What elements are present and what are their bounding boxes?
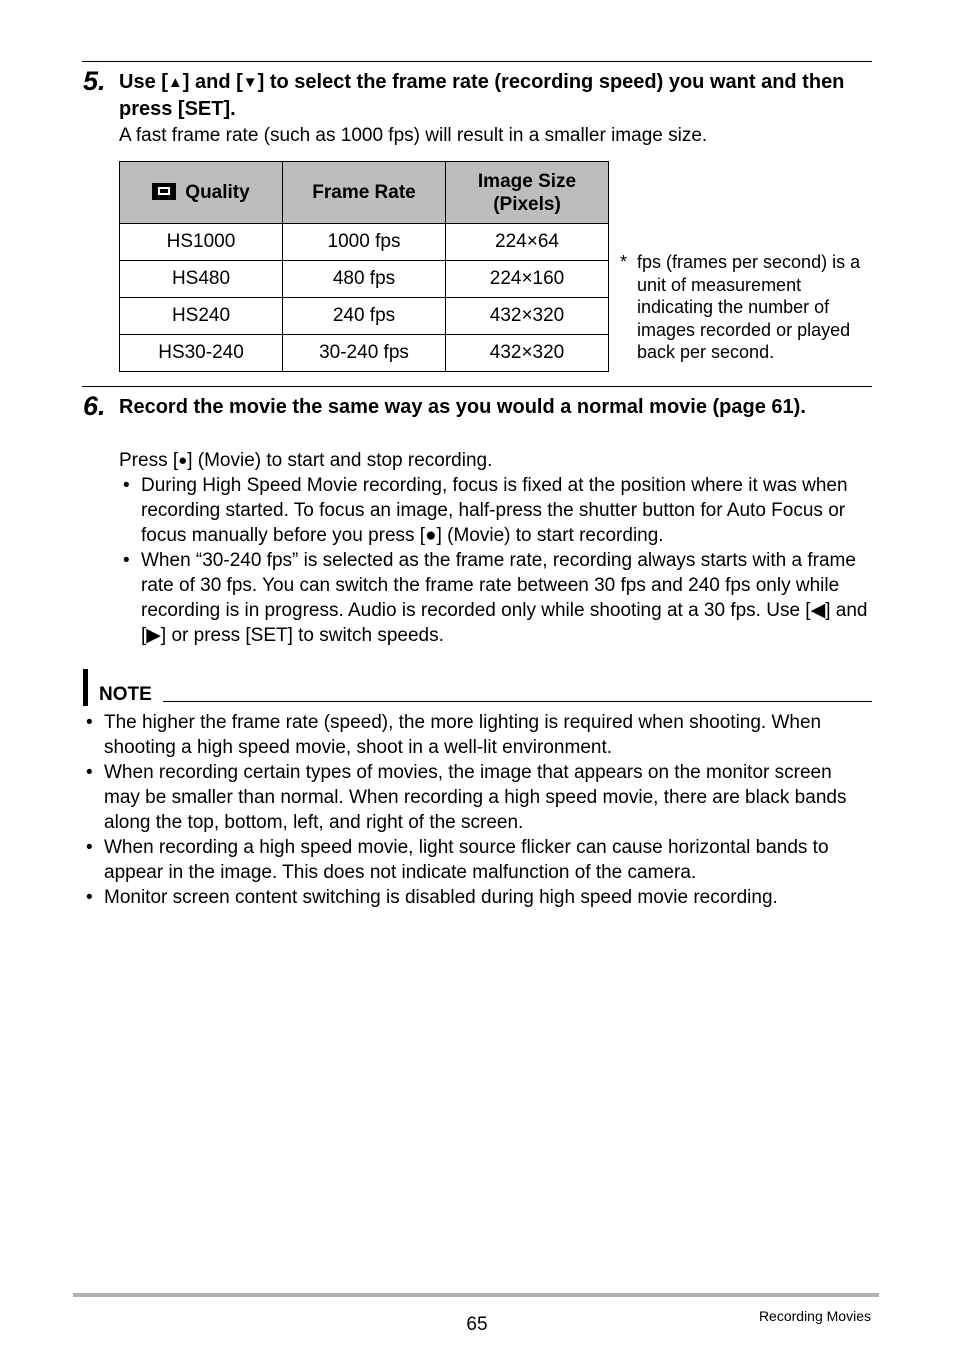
step5-number: 5. — [83, 66, 106, 96]
step5-title: Use [▲] and [▼] to select the frame rate (recording speed) you want and then press [SET]. — [119, 71, 845, 120]
down-arrow-icon: ▼ — [242, 74, 258, 91]
footnote-text: fps (frames per second) is a unit of measurement indicating the number of images recorded or played back per second. — [637, 252, 861, 362]
cell-quality: HS1000 — [120, 224, 283, 261]
section-name: Recording Movies — [758, 1308, 871, 1324]
step6-top-rule — [82, 386, 872, 387]
list-item: • The higher the frame rate (speed), the more lighting is required when shooting. When shooting a high speed movie, shoot in a well-lit environment. — [86, 712, 822, 758]
list-item: • When recording a high speed movie, light source flicker can cause horizontal bands to appear in the image. This does not indicate malfunction of the camera. — [86, 837, 829, 883]
movie-button-icon: ● — [178, 452, 188, 469]
list-item: • When “30-240 fps” is selected as the frame rate, recording always starts with a frame rate of 30 fps. You can switch the frame rate between 30 fps and 240 fps only while recording is in progress. Audio is recorded only while shooting at a 30 fps. Use [◀] and [▶] or press [SET] to switch speeds. — [123, 550, 868, 646]
cell-quality: HS30-240 — [120, 335, 283, 372]
header-frame-rate: Frame Rate — [283, 162, 446, 224]
table-row — [120, 298, 609, 335]
step5-description: A fast frame rate (such as 1000 fps) will result in a smaller image size. — [119, 125, 708, 146]
header-image-size: Image Size (Pixels) — [446, 162, 609, 224]
cell-image-size: 224×160 — [446, 261, 609, 298]
cell-quality: HS240 — [120, 298, 283, 335]
fps-footnote — [620, 251, 870, 364]
cell-quality: HS480 — [120, 261, 283, 298]
step5-top-rule — [82, 61, 872, 62]
step6-bullets — [119, 473, 871, 648]
cell-image-size: 432×320 — [446, 298, 609, 335]
table-row — [120, 261, 609, 298]
up-arrow-icon: ▲ — [167, 74, 183, 91]
table-row — [120, 224, 609, 261]
note-rule — [163, 701, 872, 702]
cell-frame-rate: 1000 fps — [283, 224, 446, 261]
movie-quality-icon — [152, 183, 176, 200]
page-number: 65 — [466, 1314, 488, 1335]
note-marker — [83, 669, 88, 706]
table-row — [120, 335, 609, 372]
cell-image-size: 224×64 — [446, 224, 609, 261]
footnote-asterisk: * — [620, 252, 628, 272]
note-label: NOTE — [99, 684, 152, 705]
cell-frame-rate: 30-240 fps — [283, 335, 446, 372]
frame-rate-table — [119, 161, 609, 372]
header-quality: Quality — [120, 162, 283, 224]
note-list — [82, 710, 872, 910]
step6-number: 6. — [83, 391, 106, 421]
table-header-row — [120, 162, 609, 224]
step6-press-instruction: Press [●] (Movie) to start and stop recording. — [119, 450, 493, 471]
footer-rule — [73, 1293, 879, 1297]
cell-frame-rate: 480 fps — [283, 261, 446, 298]
list-item: • When recording certain types of movies, the image that appears on the monitor screen may be smaller than normal. When recording a high speed movie, there are black bands along the top, bottom, left, and right of the screen. — [86, 762, 847, 833]
cell-frame-rate: 240 fps — [283, 298, 446, 335]
cell-image-size: 432×320 — [446, 335, 609, 372]
list-item: • Monitor screen content switching is disabled during high speed movie recording. — [86, 887, 778, 908]
list-item: • During High Speed Movie recording, focus is fixed at the position where it was when recording started. To focus an image, half-press the shutter button for Auto Focus or focus manually before you press [●] (Movie) to start recording. — [123, 475, 848, 546]
step6-title: Record the movie the same way as you would a normal movie (page 61). — [119, 396, 806, 418]
